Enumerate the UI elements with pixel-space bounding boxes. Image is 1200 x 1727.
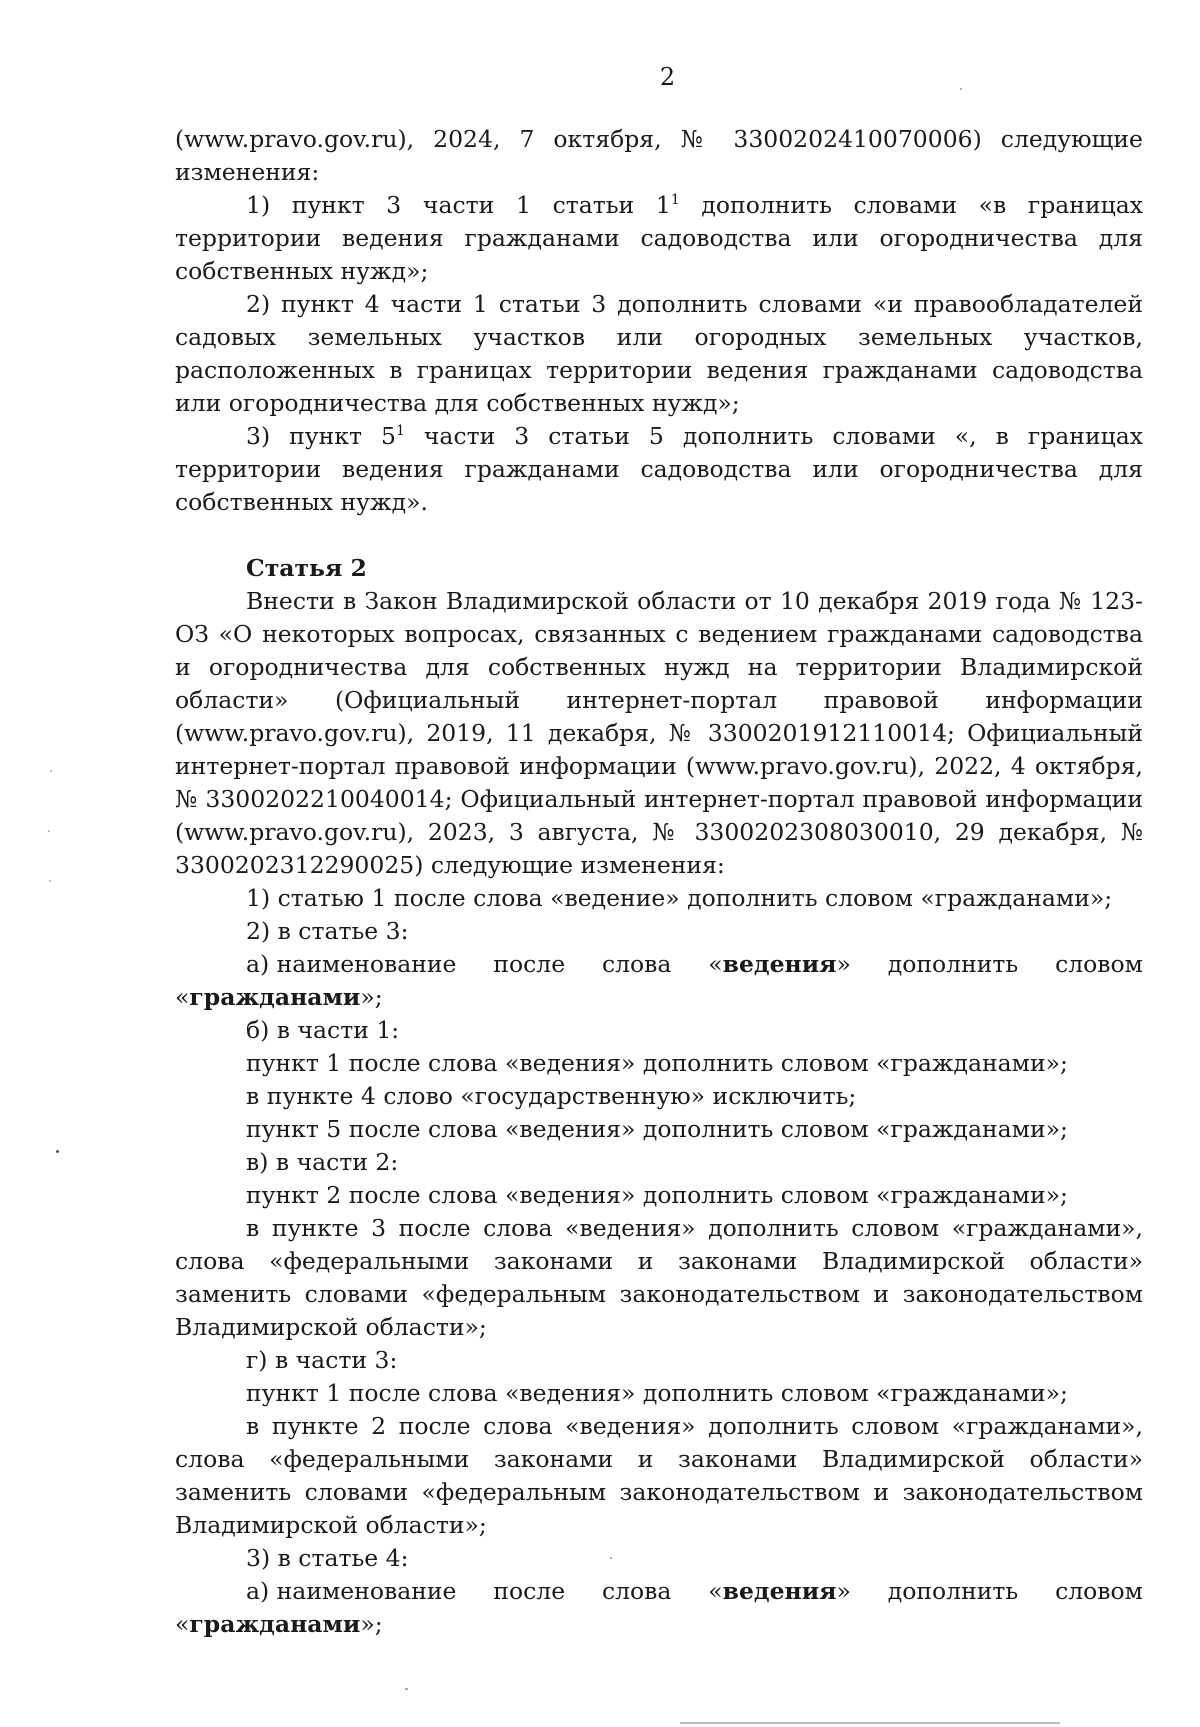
intro-line-1 [175,123,1143,156]
bold-word: гражданами [189,1610,361,1638]
intro-text: следующие [1000,125,1143,153]
superscript: 1 [670,192,680,208]
article2-item-2a [175,948,1143,981]
article1-item-1 [175,189,1143,288]
item-text: 3) пункт 5 [246,422,396,450]
article2-item-2: 2) в статье 3: [246,917,409,945]
item-word-bold: «ведения» [708,950,851,978]
article2-item-2v: в) в части 2: [246,1148,399,1176]
item-word: дополнить [887,950,1019,978]
item-text: 1) пункт 3 части 1 статьи 1 [246,191,671,219]
article2-item-2g-2: в пункте 2 после слова «ведения» дополнить словом «гражданами», слова «федеральными законами и законами Владимирской области» заменить словами «федеральным законодательством и законодательством Владимирской области»; [175,1412,1143,1539]
article2-item-2b-5: пункт 5 после слова «ведения» дополнить словом «гражданами»; [246,1115,1068,1143]
article2-item-2b-1: пункт 1 после слова «ведения» дополнить словом «гражданами»; [246,1049,1068,1077]
item-word: слова [601,950,672,978]
scan-speck [48,830,50,832]
item-word-bold: «ведения» [708,1577,851,1605]
article2-item-1: 1) статью 1 после слова «ведение» дополнить словом «гражданами»; [246,884,1113,912]
article2-item-2a-cont: «гражданами»; [175,983,383,1011]
scan-speck [610,1557,612,1559]
page-number: 2 [659,63,676,91]
item-word: а) наименование [246,1577,457,1605]
intro-text: 2024, [433,125,501,153]
article2-item-2v-2: пункт 2 после слова «ведения» дополнить словом «гражданами»; [246,1181,1068,1209]
scan-speck [405,1688,408,1690]
article2-item-2g: г) в части 3: [246,1346,398,1374]
scan-speck [960,88,962,90]
intro-text: (www.pravo.gov.ru), [175,125,415,153]
article2-item-2v-3: в пункте 3 после слова «ведения» дополнить словом «гражданами», слова «федеральными законами и законами Владимирской области» заменить словами «федеральным законодательством и законодательством Владимирской области»; [175,1214,1143,1341]
article2-item-2b: б) в части 1: [246,1016,400,1044]
item-text: части 3 статьи 5 дополнить словами «, в границах территории ведения гражданами садоводства или огородничества для собственных нужд». [175,422,1143,516]
article1-item-3 [175,420,1143,519]
superscript: 1 [395,423,405,439]
item-word: после [493,950,566,978]
bold-word: ведения [722,1577,837,1605]
scan-speck [49,880,51,882]
article1-item-2: 2) пункт 4 части 1 статьи 3 дополнить словами «и правообладателей садовых земельных участков или огородных земельных участков, расположенных в границах территории ведения гражданами садоводства или огородничества для собственных нужд»; [175,290,1143,417]
scan-speck [56,1150,59,1153]
document-body [175,123,1143,1641]
article2-item-3a-cont: «гражданами»; [175,1610,383,1638]
intro-line-2: изменения: [175,158,320,186]
article2-item-3: 3) в статье 4: [246,1544,409,1572]
item-word: словом [1055,1577,1143,1605]
article2-item-2b-4: в пункте 4 слово «государственную» исключить; [246,1082,857,1110]
item-word: после [493,1577,566,1605]
item-text: дополнить словами «в границах территории ведения гражданами садоводства или огородничества для собственных нужд»; [175,191,1143,285]
page-edge-line [680,1722,1060,1724]
article2-heading: Статья 2 [246,554,367,582]
intro-text: 7 октября, [519,125,662,153]
item-word: словом [1055,950,1143,978]
article2-item-3a [175,1575,1143,1608]
bold-word: гражданами [189,983,361,1011]
article2-intro: Внести в Закон Владимирской области от 10 декабря 2019 года № 123-ОЗ «О некоторых вопросах, связанных с ведением гражданами садоводства и огородничества для собственных нужд на территории Владимирской области» (Официальный интернет-портал правовой информации (www.pravo.gov.ru), 2019, 11 декабря, № 3300201912110014; Официальный интернет-портал правовой информации (www.pravo.gov.ru), 2022, 4 октября, № 3300202210040014; Официальный интернет-портал правовой информации (www.pravo.gov.ru), 2023, 3 августа, № 3300202308030010, 29 декабря, № 3300202312290025) следующие изменения: [175,587,1143,879]
item-word: дополнить [887,1577,1019,1605]
scan-speck [50,770,52,772]
item-word: слова [601,1577,672,1605]
item-word: а) наименование [246,950,457,978]
intro-text: № 3300202410070006) [680,125,982,153]
article2-item-2g-1: пункт 1 после слова «ведения» дополнить словом «гражданами»; [246,1379,1068,1407]
bold-word: ведения [722,950,837,978]
